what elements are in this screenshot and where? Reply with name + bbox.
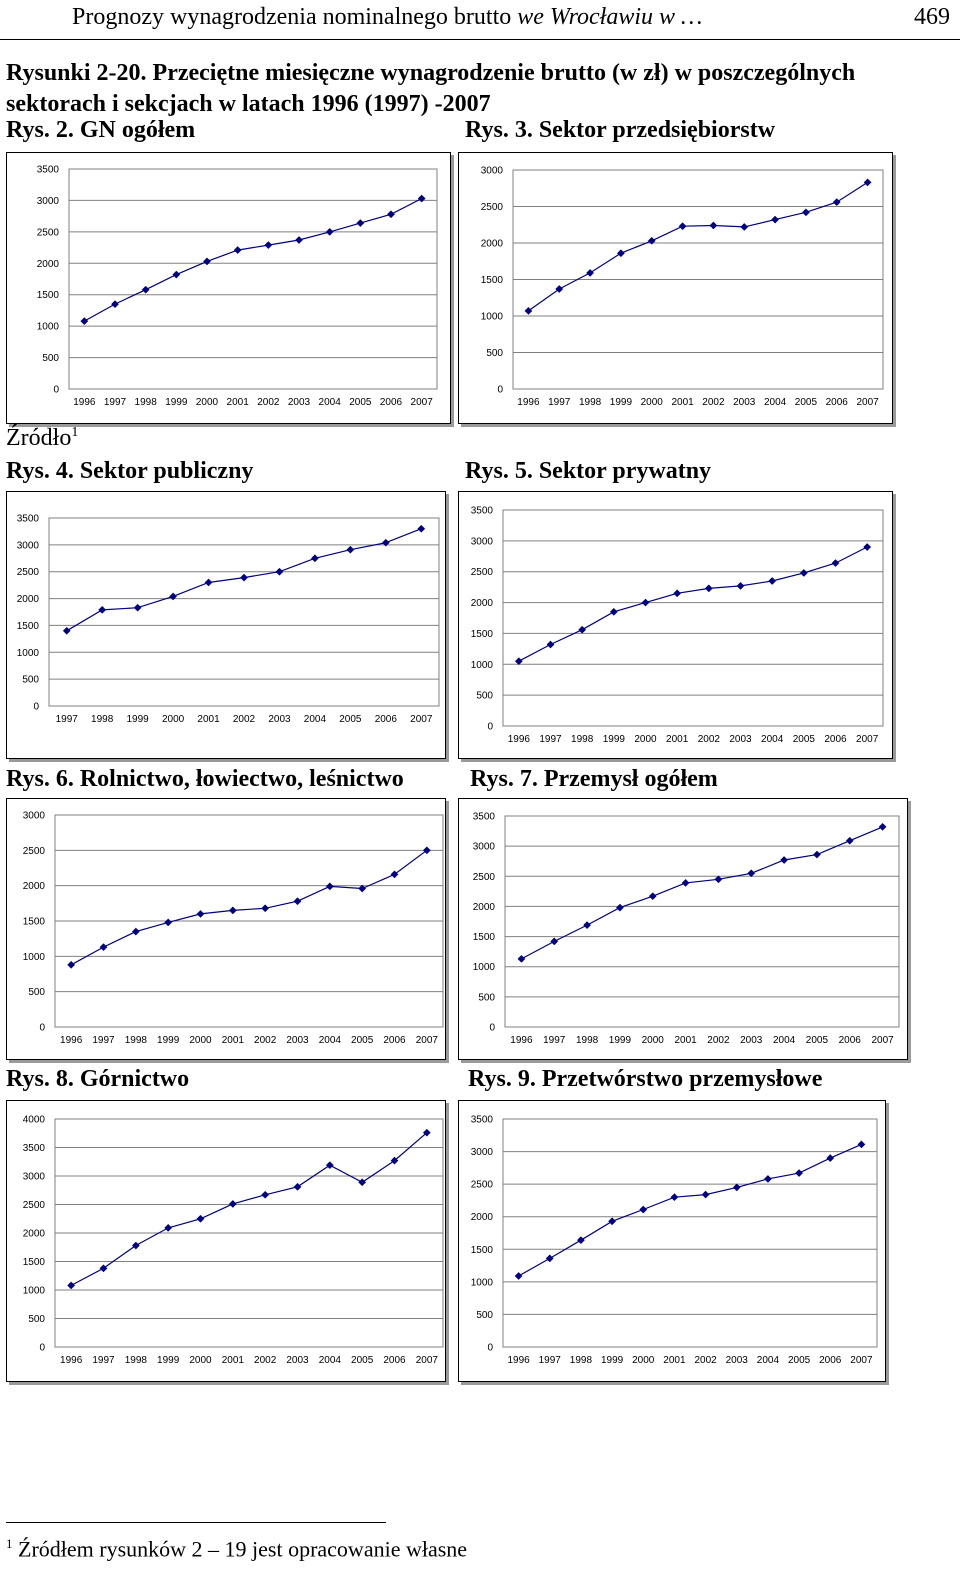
x-tick-label: 1999 <box>157 1035 180 1046</box>
chart-rys-6 <box>6 798 446 1060</box>
data-point <box>608 1218 615 1225</box>
x-tick-label: 2005 <box>792 734 815 745</box>
x-tick-label: 2007 <box>856 734 879 745</box>
x-tick-label: 2007 <box>410 397 433 408</box>
x-tick-label: 1997 <box>55 714 78 725</box>
x-tick-label: 2000 <box>632 1355 655 1366</box>
y-tick-label: 4000 <box>22 1114 45 1126</box>
data-point <box>733 1184 740 1191</box>
data-point <box>418 195 425 202</box>
data-point <box>547 641 554 648</box>
y-tick-label: 1500 <box>470 628 493 640</box>
footnote-rule <box>6 1522 386 1523</box>
x-tick-label: 2007 <box>410 714 433 725</box>
x-tick-label: 2006 <box>825 397 848 408</box>
figure-title-rys-3: Rys. 3. Sektor przedsiębiorstw <box>465 117 776 143</box>
y-tick-label: 1500 <box>36 290 59 302</box>
data-point <box>262 905 269 912</box>
data-point <box>518 955 525 962</box>
running-title-italic: we Wrocławiu w … <box>517 4 703 30</box>
data-point <box>197 1215 204 1222</box>
data-point <box>205 579 212 586</box>
x-tick-label: 2000 <box>189 1035 212 1046</box>
chart-rys-3 <box>458 152 893 424</box>
y-tick-label: 1000 <box>472 962 495 974</box>
x-tick-label: 1998 <box>134 397 157 408</box>
data-point <box>418 525 425 532</box>
x-tick-label: 2003 <box>740 1035 763 1046</box>
data-point <box>737 582 744 589</box>
x-tick-label: 2006 <box>383 1355 406 1366</box>
x-tick-label: 2001 <box>221 1355 244 1366</box>
x-tick-label: 2001 <box>666 734 689 745</box>
x-tick-label: 2000 <box>634 734 657 745</box>
data-point <box>649 893 656 900</box>
y-tick-label: 2000 <box>22 1228 45 1240</box>
series-line <box>71 850 427 965</box>
x-tick-label: 2002 <box>232 714 256 725</box>
data-point <box>800 569 807 576</box>
y-tick-label: 2000 <box>470 598 493 610</box>
plot-area <box>503 510 883 726</box>
x-tick-label: 1996 <box>60 1035 83 1046</box>
data-point <box>262 1191 269 1198</box>
figure-title-rys-7: Rys. 7. Przemysł ogółem <box>470 766 718 792</box>
x-tick-label: 2002 <box>694 1355 717 1366</box>
x-tick-label: 2004 <box>318 397 341 408</box>
data-point <box>671 1194 678 1201</box>
data-point <box>197 910 204 917</box>
y-tick-label: 1000 <box>470 659 493 671</box>
x-tick-label: 2006 <box>383 1035 406 1046</box>
source-note-text: Źródło <box>6 425 72 451</box>
running-title <box>72 4 702 31</box>
figure-title-rys-5: Rys. 5. Sektor prywatny <box>465 458 712 484</box>
x-tick-label: 2005 <box>787 1355 811 1366</box>
x-tick-label: 2007 <box>871 1035 894 1046</box>
y-tick-label: 1000 <box>36 321 59 333</box>
y-tick-label: 3000 <box>22 1171 45 1183</box>
x-tick-label: 2005 <box>339 714 362 725</box>
chart-rys-2 <box>6 152 451 424</box>
x-tick-label: 2006 <box>379 397 403 408</box>
data-point <box>229 907 236 914</box>
series-line <box>84 199 421 322</box>
data-point <box>134 604 141 611</box>
y-tick-label: 500 <box>22 674 39 686</box>
plot-area <box>69 169 437 389</box>
data-point <box>132 928 139 935</box>
x-tick-label: 2005 <box>794 397 818 408</box>
data-point <box>142 286 149 293</box>
data-point <box>276 568 283 575</box>
data-point <box>265 241 272 248</box>
x-tick-label: 1999 <box>165 397 188 408</box>
y-tick-label: 1000 <box>16 647 39 659</box>
x-tick-label: 2000 <box>189 1355 212 1366</box>
y-tick-label: 0 <box>497 384 503 396</box>
data-point <box>832 559 839 566</box>
y-tick-label: 500 <box>478 992 495 1004</box>
y-tick-label: 3500 <box>472 811 495 823</box>
y-tick-label: 1500 <box>480 275 503 286</box>
y-tick-label: 2500 <box>480 202 503 213</box>
data-point <box>705 585 712 592</box>
y-tick-label: 2500 <box>472 871 495 883</box>
data-point <box>780 856 787 863</box>
x-tick-label: 2004 <box>756 1355 780 1366</box>
x-tick-label: 2001 <box>674 1035 697 1046</box>
y-tick-label: 1000 <box>470 1277 493 1289</box>
x-tick-label: 2004 <box>772 1035 796 1046</box>
data-point <box>610 608 617 615</box>
y-tick-label: 500 <box>476 1309 493 1321</box>
x-tick-label: 1999 <box>608 1035 632 1046</box>
chart-svg <box>7 153 452 425</box>
data-point <box>100 944 107 951</box>
x-tick-label: 1998 <box>578 397 602 408</box>
x-tick-label: 2000 <box>195 397 219 408</box>
x-tick-label: 1996 <box>73 397 96 408</box>
figure-title-rys-6: Rys. 6. Rolnictwo, łowiectwo, leśnictwo <box>6 766 404 792</box>
x-tick-label: 2005 <box>805 1035 829 1046</box>
data-point <box>294 1183 301 1190</box>
x-tick-label: 2002 <box>707 1035 730 1046</box>
data-point <box>81 318 88 325</box>
y-tick-label: 3500 <box>16 513 39 525</box>
data-point <box>577 1237 584 1244</box>
chart-svg <box>7 799 447 1061</box>
y-tick-label: 2500 <box>16 567 39 579</box>
data-point <box>63 627 70 634</box>
data-point <box>864 543 871 550</box>
data-point <box>864 179 871 186</box>
data-point <box>879 823 886 830</box>
y-tick-label: 2500 <box>22 1200 45 1211</box>
y-tick-label: 500 <box>486 348 503 359</box>
data-point <box>347 546 354 553</box>
y-tick-label: 3000 <box>36 195 59 207</box>
x-tick-label: 1996 <box>517 397 540 408</box>
x-tick-label: 1997 <box>538 1355 561 1366</box>
data-point <box>132 1242 139 1249</box>
y-tick-label: 0 <box>53 384 59 396</box>
data-point <box>616 904 623 911</box>
series-line <box>528 182 867 311</box>
x-tick-label: 1996 <box>60 1355 83 1366</box>
data-point <box>165 919 172 926</box>
x-tick-label: 2000 <box>640 397 663 408</box>
data-point <box>326 228 333 235</box>
data-point <box>311 555 318 562</box>
data-point <box>764 1175 771 1182</box>
data-point <box>702 1191 709 1198</box>
y-tick-label: 2500 <box>470 1179 493 1191</box>
y-tick-label: 500 <box>476 690 493 702</box>
x-tick-label: 1999 <box>126 714 149 725</box>
y-tick-label: 3000 <box>472 841 495 853</box>
x-tick-label: 1999 <box>602 734 625 745</box>
series-line <box>519 1144 862 1276</box>
x-tick-label: 2006 <box>374 714 397 725</box>
x-tick-label: 2001 <box>221 1035 244 1046</box>
chart-rys-4 <box>6 491 446 759</box>
y-tick-label: 3500 <box>470 505 493 517</box>
y-tick-label: 1500 <box>472 932 495 944</box>
chart-svg <box>459 799 909 1061</box>
x-tick-label: 1999 <box>157 1355 180 1366</box>
footnote-text: Źródłem rysunków 2 – 19 jest opracowanie własne <box>12 1536 468 1562</box>
data-point <box>741 223 748 230</box>
data-point <box>326 883 333 890</box>
x-tick-label: 2003 <box>268 714 291 725</box>
chart-svg <box>7 1101 447 1383</box>
data-point <box>546 1255 553 1262</box>
y-tick-label: 3000 <box>480 165 503 177</box>
x-tick-label: 1998 <box>124 1035 147 1046</box>
data-point <box>203 258 210 265</box>
y-tick-label: 2000 <box>16 594 39 606</box>
y-tick-label: 0 <box>39 1342 45 1354</box>
chart-rys-5 <box>458 491 893 759</box>
data-point <box>827 1154 834 1161</box>
x-tick-label: 2004 <box>303 714 327 725</box>
x-tick-label: 2003 <box>286 1035 309 1046</box>
x-tick-label: 1997 <box>92 1035 115 1046</box>
x-tick-label: 1997 <box>539 734 562 745</box>
chart-rys-7 <box>458 798 908 1060</box>
x-tick-label: 1996 <box>507 1355 530 1366</box>
figure-title-rys-2: Rys. 2. GN ogółem <box>6 117 196 143</box>
x-tick-label: 2005 <box>349 397 372 408</box>
y-tick-label: 2500 <box>22 845 45 857</box>
data-point <box>802 209 809 216</box>
y-tick-label: 1500 <box>22 916 45 928</box>
plot-area <box>505 816 899 1027</box>
x-tick-label: 2000 <box>161 714 185 725</box>
y-tick-label: 1500 <box>470 1244 493 1256</box>
data-point <box>679 223 686 230</box>
y-tick-label: 3500 <box>22 1143 45 1154</box>
y-tick-label: 1000 <box>480 311 503 323</box>
data-point <box>240 574 247 581</box>
x-tick-label: 1999 <box>600 1355 624 1366</box>
y-tick-label: 2000 <box>470 1212 493 1224</box>
x-tick-label: 2007 <box>850 1355 873 1366</box>
data-point <box>515 658 522 665</box>
figure-title-rys-4: Rys. 4. Sektor publiczny <box>6 458 254 484</box>
y-tick-label: 3500 <box>470 1114 493 1126</box>
x-tick-label: 2005 <box>351 1035 374 1046</box>
y-tick-label: 0 <box>487 1342 493 1354</box>
data-point <box>515 1272 522 1279</box>
y-tick-label: 2000 <box>22 881 45 893</box>
y-tick-label: 2000 <box>36 258 59 270</box>
x-tick-label: 1997 <box>543 1035 566 1046</box>
running-header <box>0 0 960 40</box>
x-tick-label: 2001 <box>197 714 220 725</box>
page-number: 469 <box>914 4 950 30</box>
chart-rys-8 <box>6 1100 446 1382</box>
data-point <box>579 626 586 633</box>
data-point <box>359 1179 366 1186</box>
x-tick-label: 2003 <box>287 397 311 408</box>
x-tick-label: 2007 <box>415 1355 438 1366</box>
figure-title-rys-9: Rys. 9. Przetwórstwo przemysłowe <box>468 1066 823 1092</box>
y-tick-label: 500 <box>42 353 59 365</box>
source-note <box>6 425 78 452</box>
chart-rys-9 <box>458 1100 886 1382</box>
x-tick-label: 2004 <box>318 1355 341 1366</box>
y-tick-label: 1500 <box>22 1257 45 1268</box>
x-tick-label: 2002 <box>254 1035 277 1046</box>
data-point <box>583 922 590 929</box>
running-title-regular: Prognozy wynagrodzenia nominalnego brutto <box>72 4 518 30</box>
chart-svg <box>7 492 447 760</box>
plot-area <box>503 1119 877 1347</box>
data-point <box>68 1282 75 1289</box>
x-tick-label: 2003 <box>733 397 756 408</box>
y-tick-label: 3000 <box>470 1147 493 1159</box>
footnote-marker: 1 <box>6 1536 13 1551</box>
data-point <box>229 1200 236 1207</box>
x-tick-label: 1998 <box>569 1355 593 1366</box>
x-tick-label: 2001 <box>226 397 249 408</box>
data-point <box>795 1169 802 1176</box>
x-tick-label: 2007 <box>415 1035 438 1046</box>
data-point <box>586 269 593 276</box>
x-tick-label: 2002 <box>254 1355 277 1366</box>
x-tick-label: 2002 <box>257 397 280 408</box>
y-tick-label: 500 <box>28 987 45 999</box>
x-tick-label: 1998 <box>91 714 114 725</box>
y-tick-label: 3000 <box>16 540 39 552</box>
x-tick-label: 1998 <box>575 1035 599 1046</box>
data-point <box>551 938 558 945</box>
x-tick-label: 1999 <box>609 397 633 408</box>
y-tick-label: 3500 <box>36 164 59 176</box>
data-point <box>674 590 681 597</box>
y-tick-label: 2000 <box>472 901 495 913</box>
chart-svg <box>459 1101 887 1383</box>
x-tick-label: 2006 <box>824 734 847 745</box>
data-point <box>846 837 853 844</box>
x-tick-label: 1996 <box>507 734 530 745</box>
x-tick-label: 2001 <box>671 397 694 408</box>
data-point <box>111 301 118 308</box>
x-tick-label: 2003 <box>725 1355 748 1366</box>
chart-svg <box>459 492 894 760</box>
figure-caption: Rysunki 2-20. Przeciętne miesięczne wynagrodzenie brutto (w zł) w poszczególnych sektorach i sekcjach w latach 1996 (1997) -2007 <box>6 60 856 117</box>
chart-svg <box>459 153 894 425</box>
x-tick-label: 2006 <box>819 1355 842 1366</box>
data-point <box>771 216 778 223</box>
y-tick-label: 2500 <box>470 567 493 579</box>
x-tick-label: 2000 <box>641 1035 664 1046</box>
plot-area <box>49 518 439 706</box>
data-point <box>165 1224 172 1231</box>
data-point <box>68 961 75 968</box>
x-tick-label: 2006 <box>838 1035 861 1046</box>
data-point <box>295 236 302 243</box>
y-tick-label: 0 <box>39 1022 45 1034</box>
y-tick-label: 1500 <box>16 620 39 632</box>
x-tick-label: 2004 <box>318 1035 341 1046</box>
data-point <box>99 606 106 613</box>
y-tick-label: 2500 <box>36 227 59 239</box>
data-point <box>813 851 820 858</box>
data-point <box>833 199 840 206</box>
data-point <box>617 250 624 257</box>
data-point <box>357 219 364 226</box>
series-line <box>71 1133 427 1286</box>
y-tick-label: 2000 <box>480 238 503 250</box>
x-tick-label: 2001 <box>663 1355 686 1366</box>
y-tick-label: 3000 <box>470 536 493 548</box>
x-tick-label: 2003 <box>286 1355 309 1366</box>
x-tick-label: 2002 <box>697 734 720 745</box>
x-tick-label: 2005 <box>351 1355 374 1366</box>
x-tick-label: 1997 <box>92 1355 115 1366</box>
data-point <box>710 222 717 229</box>
data-point <box>294 898 301 905</box>
x-tick-label: 2007 <box>856 397 879 408</box>
figure-title-rys-8: Rys. 8. Górnictwo <box>6 1066 190 1092</box>
y-tick-label: 500 <box>28 1314 45 1325</box>
x-tick-label: 1997 <box>548 397 571 408</box>
x-tick-label: 2003 <box>729 734 752 745</box>
data-point <box>326 1162 333 1169</box>
data-point <box>682 879 689 886</box>
x-tick-label: 1997 <box>103 397 127 408</box>
data-point <box>642 599 649 606</box>
x-tick-label: 1996 <box>510 1035 533 1046</box>
data-point <box>769 577 776 584</box>
data-point <box>640 1206 647 1213</box>
y-tick-label: 3000 <box>22 810 45 822</box>
data-point <box>387 211 394 218</box>
x-tick-label: 1998 <box>571 734 594 745</box>
series-line <box>521 827 882 959</box>
footnote <box>6 1536 467 1562</box>
y-tick-label: 0 <box>489 1022 495 1034</box>
data-point <box>173 271 180 278</box>
x-tick-label: 1998 <box>124 1355 147 1366</box>
series-line <box>519 547 867 661</box>
y-tick-label: 1000 <box>22 951 45 963</box>
y-tick-label: 1000 <box>22 1285 45 1297</box>
y-tick-label: 0 <box>33 701 39 713</box>
y-tick-label: 0 <box>487 721 493 733</box>
data-point <box>858 1141 865 1148</box>
x-tick-label: 2004 <box>761 734 784 745</box>
x-tick-label: 2004 <box>763 397 787 408</box>
data-point <box>234 246 241 253</box>
source-note-marker: 1 <box>71 425 79 440</box>
x-tick-label: 2002 <box>702 397 725 408</box>
